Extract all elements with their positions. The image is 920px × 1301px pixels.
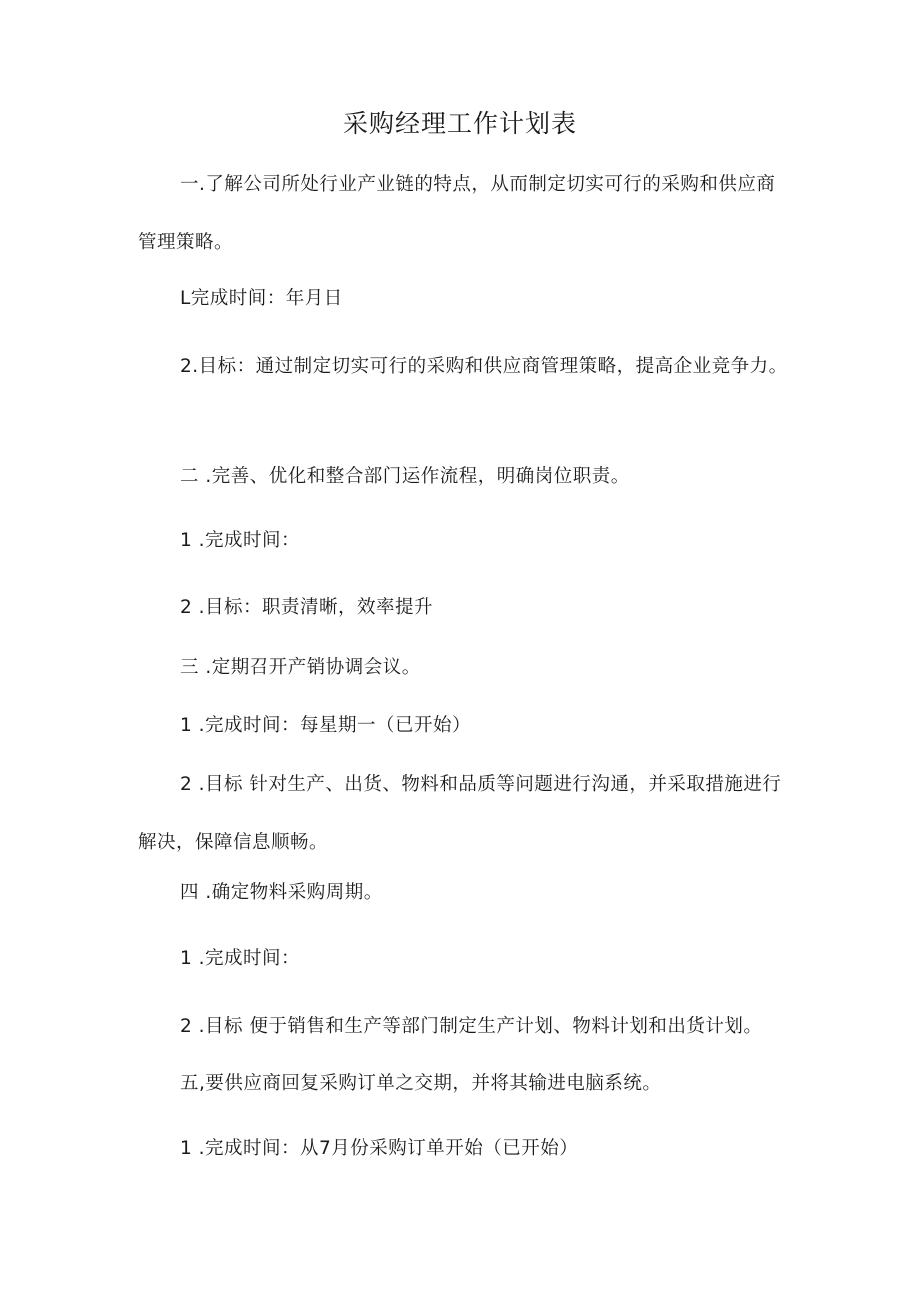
paragraph-6: 2 .目标：职责清晰，效率提升 xyxy=(180,597,434,618)
paragraph-12: 2 .目标 便于销售和生产等部门制定生产计划、物料计划和出货计划。 xyxy=(180,1016,763,1037)
paragraph-14: 1 .完成时间：从7月份采购订单开始（已开始） xyxy=(180,1138,579,1159)
paragraph-9: 2 .目标 针对生产、出货、物料和品质等问题进行沟通，并采取措施进行解决，保障信息顺畅。 xyxy=(138,774,782,853)
paragraph-2: L完成时间：年月日 xyxy=(180,288,343,309)
paragraph-10: 四 .确定物料采购周期。 xyxy=(180,882,383,903)
document-title: 采购经理工作计划表 xyxy=(342,109,577,138)
paragraph-11: 1 .完成时间： xyxy=(180,948,301,969)
paragraph-5: 1 .完成时间： xyxy=(180,530,301,551)
paragraph-8: 1 .完成时间：每星期一（已开始） xyxy=(180,715,472,736)
paragraph-7: 三 .定期召开产销协调会议。 xyxy=(180,657,421,678)
paragraph-3: 2.目标：通过制定切实可行的采购和供应商管理策略，提高企业竞争力。 xyxy=(180,356,788,377)
paragraph-4: 二 .完善、优化和整合部门运作流程，明确岗位职责。 xyxy=(180,466,630,487)
paragraph-13: 五,要供应商回复采购订单之交期，并将其输进电脑系统。 xyxy=(180,1073,662,1094)
paragraph-1: 一.了解公司所处行业产业链的特点，从而制定切实可行的采购和供应商管理策略。 xyxy=(138,174,776,253)
